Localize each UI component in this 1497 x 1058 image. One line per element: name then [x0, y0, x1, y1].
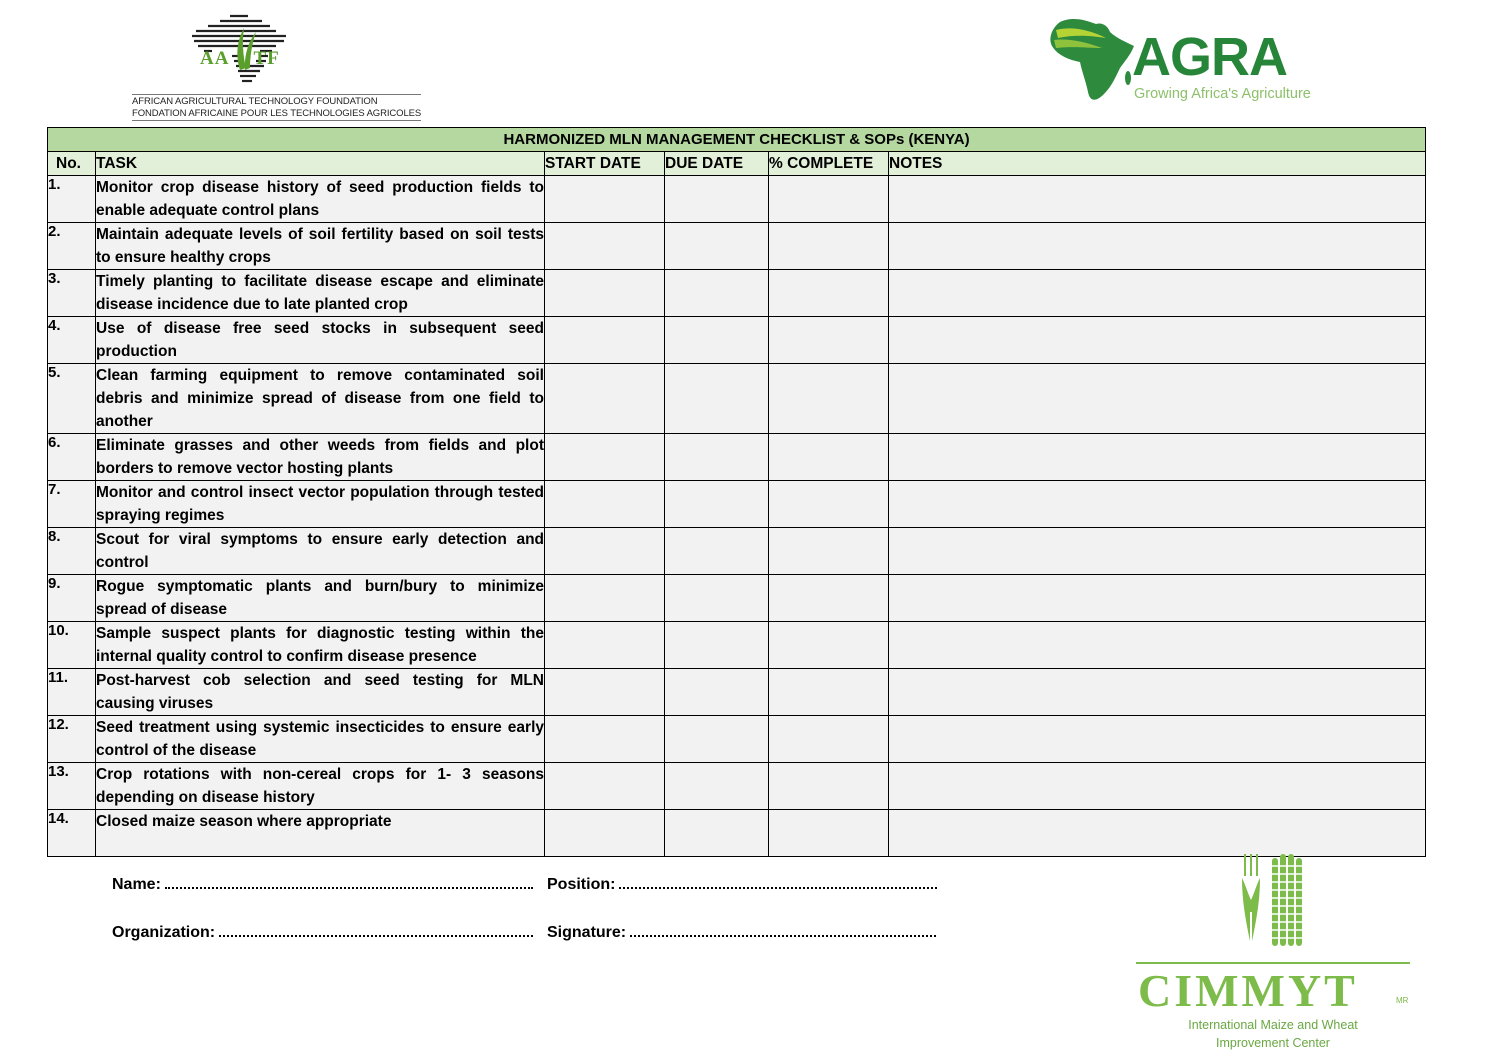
africa-map-icon: [1046, 16, 1138, 104]
start-date-cell[interactable]: [545, 669, 665, 716]
due-date-cell[interactable]: [665, 669, 769, 716]
complete-cell[interactable]: [769, 317, 889, 364]
start-date-cell[interactable]: [545, 317, 665, 364]
notes-cell[interactable]: [889, 481, 1426, 528]
table-row: [48, 575, 1426, 622]
organization-label: Organization:: [112, 924, 216, 941]
start-date-cell[interactable]: [545, 481, 665, 528]
table-row: [48, 810, 1426, 857]
organization-field[interactable]: [112, 924, 533, 942]
due-date-cell[interactable]: [665, 434, 769, 481]
name-line[interactable]: [165, 876, 533, 889]
row-task: Post-harvest cob selection and seed testing for MLN causing viruses: [96, 669, 545, 716]
table-row: [48, 528, 1426, 575]
row-number: 14.: [48, 810, 96, 857]
notes-cell[interactable]: [889, 669, 1426, 716]
signature-label: Signature:: [547, 924, 627, 941]
complete-cell[interactable]: [769, 716, 889, 763]
notes-cell[interactable]: [889, 223, 1426, 270]
notes-cell[interactable]: [889, 716, 1426, 763]
due-date-cell[interactable]: [665, 481, 769, 528]
table-row: [48, 716, 1426, 763]
start-date-cell[interactable]: [545, 364, 665, 434]
checklist-table: [47, 127, 1426, 857]
row-task: Timely planting to facilitate disease escape and eliminate disease incidence due to late planted crop: [96, 270, 545, 317]
notes-cell[interactable]: [889, 763, 1426, 810]
cimmyt-subtitle-line1: International Maize and Wheat: [1188, 1018, 1358, 1032]
row-number: 7.: [48, 481, 96, 528]
header-notes: NOTES: [889, 152, 1426, 176]
cimmyt-mark: MR: [1396, 996, 1409, 1005]
start-date-cell[interactable]: [545, 810, 665, 857]
row-number: 12.: [48, 716, 96, 763]
row-task: Monitor crop disease history of seed production fields to enable adequate control plans: [96, 176, 545, 223]
start-date-cell[interactable]: [545, 716, 665, 763]
start-date-cell[interactable]: [545, 763, 665, 810]
notes-cell[interactable]: [889, 528, 1426, 575]
header-complete: % COMPLETE: [769, 152, 889, 176]
due-date-cell[interactable]: [665, 528, 769, 575]
table-row: [48, 176, 1426, 223]
due-date-cell[interactable]: [665, 270, 769, 317]
notes-cell[interactable]: [889, 270, 1426, 317]
complete-cell[interactable]: [769, 622, 889, 669]
table-row: [48, 669, 1426, 716]
row-number: 10.: [48, 622, 96, 669]
notes-cell[interactable]: [889, 622, 1426, 669]
row-task: Scout for viral symptoms to ensure early detection and control: [96, 528, 545, 575]
aatf-name-fr: FONDATION AFRICAINE POUR LES TECHNOLOGIES AGRICOLES: [132, 108, 422, 119]
table-row: [48, 622, 1426, 669]
row-task: Eliminate grasses and other weeds from fields and plot borders to remove vector hosting plants: [96, 434, 545, 481]
header-no: No.: [48, 152, 96, 176]
row-task: Clean farming equipment to remove contaminated soil debris and minimize spread of disease from one field to another: [96, 364, 545, 434]
row-number: 13.: [48, 763, 96, 810]
row-number: 5.: [48, 364, 96, 434]
aatf-name: [132, 94, 421, 121]
row-task: Seed treatment using systemic insecticides to ensure early control of the disease: [96, 716, 545, 763]
row-number: 1.: [48, 176, 96, 223]
start-date-cell[interactable]: [545, 270, 665, 317]
complete-cell[interactable]: [769, 481, 889, 528]
row-number: 3.: [48, 270, 96, 317]
aatf-logo: [128, 10, 422, 120]
notes-cell[interactable]: [889, 810, 1426, 857]
start-date-cell[interactable]: [545, 622, 665, 669]
aatf-letters: AA TF: [200, 48, 280, 69]
row-task: Crop rotations with non-cereal crops for 1- 3 seasons depending on disease history: [96, 763, 545, 810]
position-line[interactable]: [619, 876, 937, 889]
name-label: Name:: [112, 876, 161, 893]
due-date-cell[interactable]: [665, 810, 769, 857]
due-date-cell[interactable]: [665, 364, 769, 434]
table-row: [48, 434, 1426, 481]
header-task: TASK: [96, 152, 545, 176]
row-number: 4.: [48, 317, 96, 364]
complete-cell[interactable]: [769, 223, 889, 270]
complete-cell[interactable]: [769, 434, 889, 481]
cimmyt-wordmark: CIMMYT: [1138, 965, 1358, 1016]
cimmyt-subtitle: [1132, 1016, 1414, 1052]
row-task: Rogue symptomatic plants and burn/bury to minimize spread of disease: [96, 575, 545, 622]
table-row: [48, 317, 1426, 364]
complete-cell[interactable]: [769, 528, 889, 575]
complete-cell[interactable]: [769, 669, 889, 716]
complete-cell[interactable]: [769, 176, 889, 223]
cimmyt-subtitle-line2: Improvement Center: [1216, 1036, 1330, 1050]
row-number: 11.: [48, 669, 96, 716]
due-date-cell[interactable]: [665, 763, 769, 810]
table-header-row: [48, 152, 1426, 176]
complete-cell[interactable]: [769, 810, 889, 857]
due-date-cell[interactable]: [665, 622, 769, 669]
start-date-cell[interactable]: [545, 575, 665, 622]
header-start-date: START DATE: [545, 152, 665, 176]
agra-wordmark: AGRA: [1132, 27, 1287, 87]
notes-cell[interactable]: [889, 317, 1426, 364]
wheat-maize-icon: [1236, 852, 1308, 952]
aatf-name-en: AFRICAN AGRICULTURAL TECHNOLOGY FOUNDATION: [132, 94, 421, 108]
table-row: [48, 481, 1426, 528]
row-task: Monitor and control insect vector population through tested spraying regimes: [96, 481, 545, 528]
table-title-row: [48, 128, 1426, 152]
row-task: Maintain adequate levels of soil fertility based on soil tests to ensure healthy crops: [96, 223, 545, 270]
due-date-cell[interactable]: [665, 575, 769, 622]
complete-cell[interactable]: [769, 364, 889, 434]
signature-field[interactable]: [547, 924, 936, 942]
due-date-cell[interactable]: [665, 716, 769, 763]
due-date-cell[interactable]: [665, 317, 769, 364]
agra-tagline: Growing Africa's Agriculture: [1134, 86, 1311, 102]
due-date-cell[interactable]: [665, 176, 769, 223]
header-due-date: DUE DATE: [665, 152, 769, 176]
notes-cell[interactable]: [889, 434, 1426, 481]
start-date-cell[interactable]: [545, 434, 665, 481]
row-number: 6.: [48, 434, 96, 481]
table-row: [48, 270, 1426, 317]
row-number: 9.: [48, 575, 96, 622]
table-row: [48, 223, 1426, 270]
row-task: Use of disease free seed stocks in subsequent seed production: [96, 317, 545, 364]
row-task: Sample suspect plants for diagnostic testing within the internal quality control to confirm disease presence: [96, 622, 545, 669]
table-title: HARMONIZED MLN MANAGEMENT CHECKLIST & SOPs (KENYA): [48, 128, 1426, 152]
complete-cell[interactable]: [769, 270, 889, 317]
table-row: [48, 763, 1426, 810]
notes-cell[interactable]: [889, 575, 1426, 622]
position-label: Position:: [547, 876, 616, 893]
name-field[interactable]: [112, 876, 533, 894]
position-field[interactable]: [547, 876, 937, 894]
row-number: 2.: [48, 223, 96, 270]
start-date-cell[interactable]: [545, 223, 665, 270]
row-task: Closed maize season where appropriate: [96, 810, 545, 857]
agra-logo: [1046, 14, 1326, 108]
notes-cell[interactable]: [889, 176, 1426, 223]
notes-cell[interactable]: [889, 364, 1426, 434]
complete-cell[interactable]: [769, 575, 889, 622]
signature-line[interactable]: [630, 924, 936, 937]
table-row: [48, 364, 1426, 434]
start-date-cell[interactable]: [545, 528, 665, 575]
cimmyt-logo: [1132, 852, 1414, 1052]
organization-line[interactable]: [219, 924, 533, 937]
due-date-cell[interactable]: [665, 223, 769, 270]
row-number: 8.: [48, 528, 96, 575]
start-date-cell[interactable]: [545, 176, 665, 223]
complete-cell[interactable]: [769, 763, 889, 810]
